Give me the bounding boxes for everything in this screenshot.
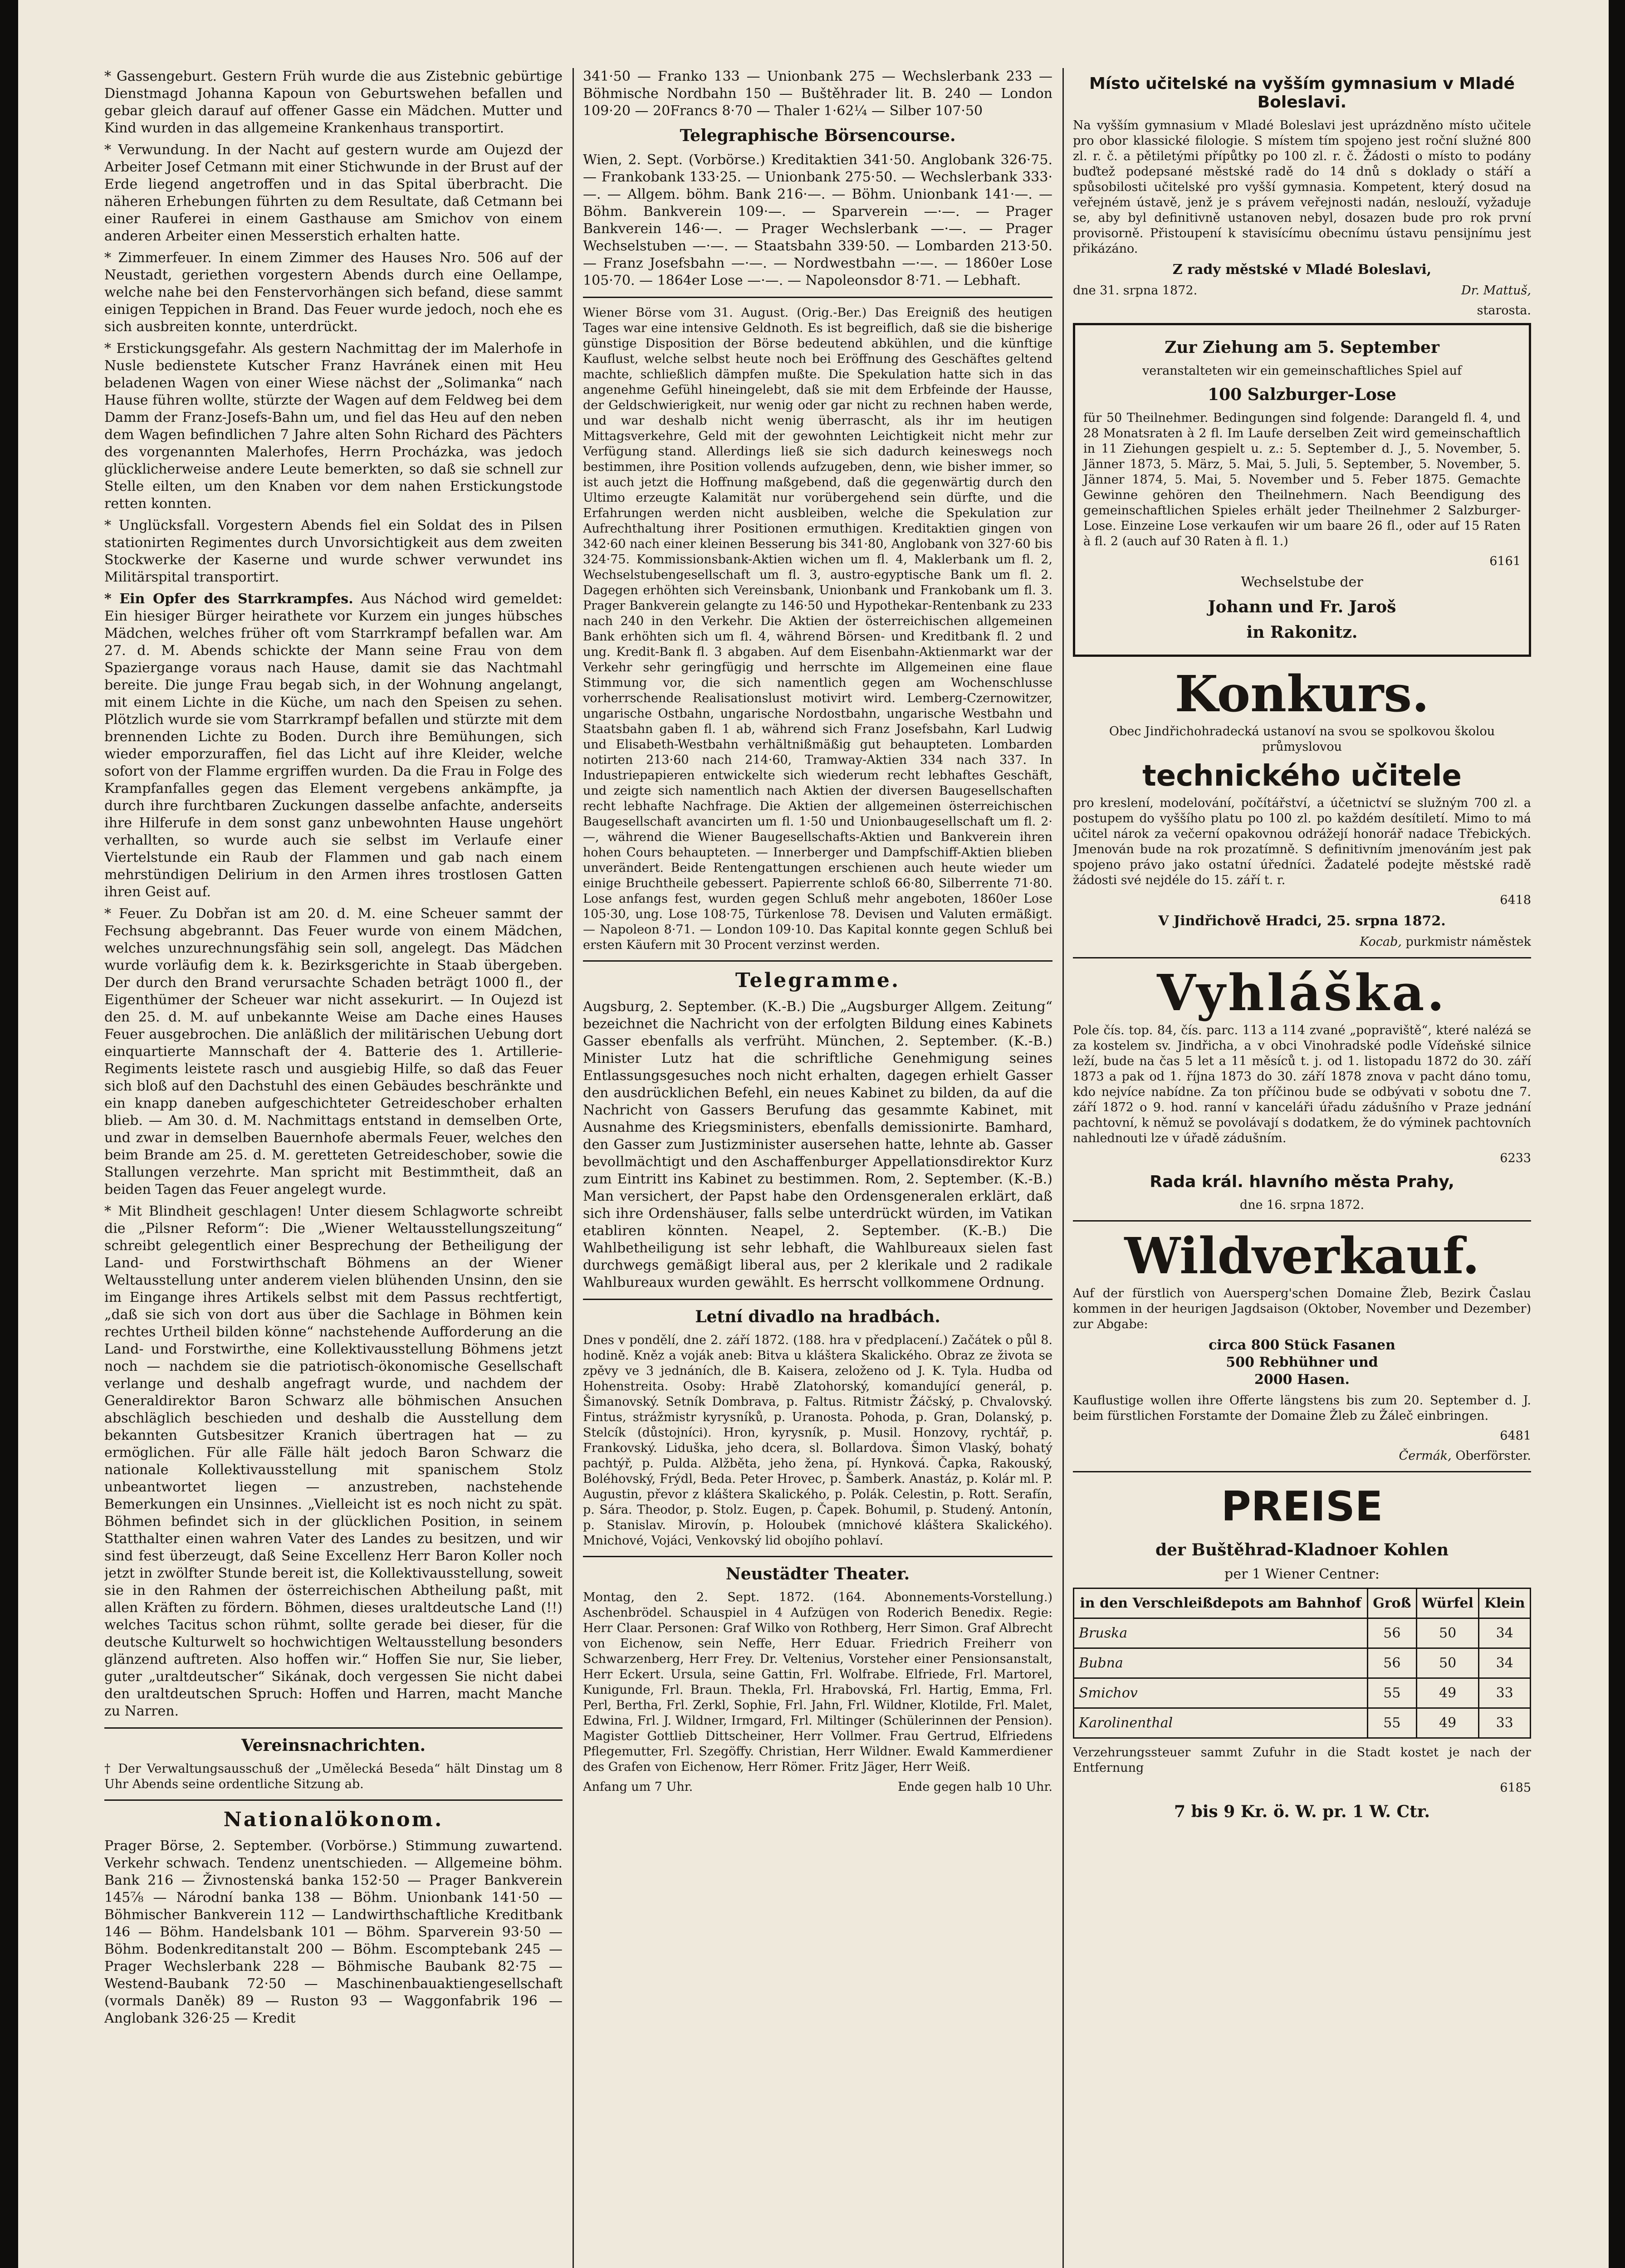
scan-edge-right: [1609, 0, 1625, 2268]
ad-firm: Johann und Fr. Jaroš: [1208, 597, 1396, 616]
ad-subtitle: der Buštěhrad-Kladnoer Kohlen: [1155, 1540, 1449, 1559]
ad-number: 6233: [1500, 1151, 1531, 1165]
ad-number: 6185: [1500, 1781, 1531, 1795]
ad-title: Konkurs.: [1175, 665, 1429, 723]
table-cell: 56: [1367, 1648, 1416, 1678]
news-paragraph: 341·50 — Franko 133 — Unionbank 275 — Wechslerbank 233 — Böhmische Nordbahn 150 — Buštěhrader lit. B. 240 — London 109·20 — 20Francs 8·70 — Thaler 1·62¼ — Silber 107·50: [583, 68, 1052, 119]
ad-title: Zur Ziehung am 5. September: [1165, 338, 1439, 357]
ad-signature: [1073, 283, 1531, 298]
news-paragraph: * Feuer. Zu Dobřan ist am 20. d. M. eine Scheuer sammt der Fechsung abgebrannt. Das Feuer wurde von einem Mädchen, welches unzurechnungsfähig sein soll, angelegt. Das Mädchen wurde vorläufig dem k. k. Bezirksgerichte in Staab übergeben. Der durch den Brand verursachte Schaden beträgt 1000 fl., der Eigenthümer der Scheuer war nicht assekurirt. — In Oujezd ist den 25. d. M. auf unbekannte Weise am Dache eines Hauses Feuer ausgebrochen. Die anläßlich der militärischen Uebung dort einquartierte Mannschaft der 4. Batterie des 1. Artillerie-Regiments leistete rasch und ausgiebig Hilfe, so daß das Feuer sich bloß auf den Dachstuhl des einen Gebäudes beschränkte und ein knapp daneben aufgeschichteter Getreideschober erhalten blieb. — Am 30. d. M. Nachmittags entstand in demselben Orte, und zwar in demselben Bauernhofe abermals Feuer, welches den beim Brande am 25. d. M. geretteten Getreideschober, sowie die Stallungen verzehrte. Man spricht mit Bestimmtheit, daß an beiden Tagen das Feuer angelegt wurde.: [104, 906, 563, 1198]
table-cell: 50: [1416, 1648, 1479, 1678]
ad-number: 6481: [1500, 1429, 1531, 1443]
column-3: [1073, 68, 1531, 2268]
table-cell: 33: [1479, 1708, 1531, 1738]
ad-number: 6418: [1500, 893, 1531, 907]
section-title: Telegramme.: [735, 969, 901, 992]
table-row: [1074, 1618, 1531, 1648]
ad-list: [1073, 1337, 1531, 1388]
ad-item: 500 Rebhühner und: [1226, 1354, 1378, 1370]
ad-signer: [1073, 934, 1531, 950]
section-title: Neustädter Theater.: [725, 1564, 910, 1584]
table-row: [1074, 1648, 1531, 1678]
theater-times: [583, 1779, 1052, 1795]
news-paragraph: * Unglücksfall. Vorgestern Abends fiel ein Soldat des in Pilsen stationirten Regimentes durch Unvorsichtigkeit aus dem zweiten Stockwerke der Kaserne und wurde schwer verwundet ins Militärspital transportirt.: [104, 518, 563, 585]
section-divider: [583, 1299, 1052, 1300]
table-row: [1074, 1708, 1531, 1738]
table-cell: Karolinenthal: [1074, 1708, 1368, 1738]
news-headline: * Ein Opfer des Starrkrampfes.: [104, 591, 353, 607]
ad-signer: [1073, 1448, 1531, 1464]
news-paragraph: * Mit Blindheit geschlagen! Unter diesem Schlagworte schreibt die „Pilsner Reform“: Die „Wiener Weltausstellungszeitung“ schreibt gelegentlich einer Besprechung der Betheiligung der Land- und Forstwirthschaft Böhmens an der Wiener Weltausstellung unter anderem vielen blühenden Unsinn, den sie im Eingange ihres Artikels selbst mit dem Passus rechtfertigt, „daß sie sich von dort aus über die Sachlage in Böhmen kein rechtes Urtheil bilden könne“ nachstehende Aufforderung an die Land- und Forstwirthe, eine Kollektivausstellung Böhmens jetzt noch — nachdem sie die patriotisch-ökonomische Gesellschaft verlange und deshalb angefragt wurde, und nachdem der Generaldirektor Baron Schwarz alle böhmischen Ansuchen abschläglich beschieden und deshalb die Ausstellung dem bekannten Gutsbesitzer Kranich übertragen hat — zu ermöglichen. Für alle Fälle hält jedoch Baron Schwarz die nationale Kollektivausstellung mit spanischem Stolz unbeantwortet liegen — anzustreben, nachstehende Bemerkungen ein Unsinnes. „Vielleicht ist es noch nicht zu spät. Böhmen befindet sich in der glücklichen Position, in seinem Statthalter einen wahren Vater des Landes zu besitzen, und wir sind fest überzeugt, daß Seine Excellenz Herr Baron Koller noch jetzt in zwölfter Stunde bereit ist, die Kollektivausstellung, soweit sie in den Rahmen der österreichischen Abtheilung paßt, mit allen Kräften zu fördern. Böhmen, dieses uraltdeutsche Land (!!) welches Tacitus schon rühmt, sollte gerade bei dieser, für die deutsche Kulturwelt so hochwichtigen Weltausstellung besonders glänzend auftreten. Also hoffen wir.“ Hoffen Sie nur, Sie lieber, guter „uraltdeutscher“ Sikának, doch vergessen Sie nicht dabei den uraltdeutschen Spruch: Hoffen und Harren, macht Manche zu Narren.: [104, 1203, 563, 1719]
news-paragraph: Dnes v pondělí, dne 2. září 1872. (188. hra v předplacení.) Začátek o půl 8. hodině. Kněz a voják aneb: Bitva u kláštera Skalického. Obraz ze života se zpěvy ve 3 jednáních, dle B. Kaisera, zeloženo od J. K. Tyla. Hudba od Hohenstreita. Osoby: Hrabě Zlatohorský, komandující generál, p. Šimanovský. Setník Dombrava, p. Faltus. Ritmistr Žáčský, p. Chvalovský. Fintus, strážmistr kyrysníků, p. Uranosta. Pohoda, p. Gran, Dolanský, p. Stelcík (důstojníci). Hron, kyrysník, p. Musil. Honzovy, rychtář, p. Frankovský. Liduška, jeho dcera, sl. Bollardova. Šimon Vlaský, bohatý pachtýř, p. Pulda. Alžběta, jeho žena, pí. Hynková. Čapka, Rakouský, Boléhovský, Frýdl, Beda. Peter Hrovec, p. Šamberk. Anastáz, p. Kolár ml. P. Augustin, převor z kláštera Skalického, p. Polák. Celestin, p. Rott. Serafín, p. Sára. Theodor, p. Stolz. Eugen, p. Čapek. Bohumil, p. Studený. Antonín, p. Stanislav. Mirovín, p. Holoubek (mnichové kláštera Skalického). Mnichové, Vojáci, Venkovský lid obojího pohlaví.: [583, 1333, 1052, 1548]
news-paragraph: * Zimmerfeuer. In einem Zimmer des Hauses Nro. 506 auf der Neustadt, geriethen vorgestern Abends durch eine Oellampe, welche nahe bei den Fenstervorhängen sich befand, diese sammt einigen Teppichen in Brand. Das Feuer wurde jedoch, noch ehe es sich ausbreiten konnte, unterdrückt.: [104, 250, 563, 335]
table-header: Klein: [1479, 1589, 1531, 1618]
ad-text: Obec Jindřichohradecká ustanoví na svou se spolkovou školou průmyslovou: [1109, 724, 1495, 754]
ad-date: dne 31. srpna 1872.: [1073, 284, 1198, 298]
section-title: Vereinsnachrichten.: [241, 1736, 426, 1755]
news-paragraph: † Der Verwaltungsausschuß der „Umělecká Beseda“ hält Dinstag um 8 Uhr Abends seine ordentliche Sitzung ab.: [104, 1762, 563, 1791]
table-header: Groß: [1367, 1589, 1416, 1618]
ad-signer-role: Oberförster.: [1455, 1449, 1531, 1463]
ad-subtitle: veranstalteten wir ein gemeinschaftliches Spiel auf: [1142, 364, 1462, 378]
column-rule: [573, 68, 574, 2268]
table-header: in den Verschleißdepots am Bahnhof: [1074, 1589, 1368, 1618]
ad-price-line: 7 bis 9 Kr. ö. W. pr. 1 W. Ctr.: [1174, 1802, 1430, 1821]
column-2: [583, 68, 1052, 2268]
ad-title: PREISE: [1221, 1483, 1383, 1530]
ad-text: Auf der fürstlich von Auersperg'schen Domaine Žleb, Bezirk Časlau kommen in der heurigen Jagdsaison (Oktober, November und Dezember) zur Abgabe:: [1073, 1286, 1531, 1331]
ad-item: 800 Stück Fasanen: [1251, 1337, 1395, 1353]
ad-signature: Z rady městské v Mladé Boleslavi,: [1172, 262, 1432, 278]
table-cell: 49: [1416, 1678, 1479, 1708]
table-cell: Bubna: [1074, 1648, 1368, 1678]
ad-text: Kauflustige wollen ihre Offerte längstens bis zum 20. September d. J. beim fürstlichen Forstamte der Domaine Žleb zu Žáleč einbringen.: [1073, 1393, 1531, 1423]
ad-text: für 50 Theilnehmer. Bedingungen sind folgende: Darangeld fl. 4, und 28 Monatsraten à 2 fl. Im Laufe derselben Zeit wird gemeinschaftlich in 11 Ziehungen gespielt u. z.: 5. September d. J., 5. November, 5. Jänner 1873, 5. März, 5. Mai, 5. Juli, 5. September, 5. November, 5. Jänner 1874, 5. Mai, 5. November und 5. Feber 1875. Gemachte Gewinne gehören den Theilnehmern. Nach Beendigung des gemeinschaftlichen Spieles erhält jeder Theilnehmer 2 Salzburger-Lose. Einzeine Lose verkaufen wir um baare 26 fl., oder auf 15 Raten à fl. 2 (auch auf 30 Raten à fl. 1.): [1083, 411, 1521, 548]
section-divider: [104, 1727, 563, 1729]
table-header-row: [1074, 1589, 1531, 1618]
section-divider: [104, 1799, 563, 1801]
ad-signer: Dr. Mattuš,: [1461, 284, 1531, 298]
news-paragraph: Montag, den 2. Sept. 1872. (164. Abonnements-Vorstellung.) Aschenbrödel. Schauspiel in 4 Aufzügen von Roderich Benedix. Regie: Herr Claar. Personen: Graf Wilko von Rothberg, Herr Simon. Graf Albrecht von Eichenow, sein Neffe, Herr Eduar. Friedrich Freiherr von Schwarzenberg, Herr Frey. Dr. Veltenius, Vorsteher einer Pensionsanstalt, Herr Eckert. Ursula, seine Gattin, Frl. Wolfrabe. Elfriede, Frl. Martorel, Kunigunde, Frl. Braun. Thekla, Frl. Hrabovská, Frl. Hartig, Emma, Frl. Perl, Bertha, Frl. Zerkl, Sophie, Frl. Jahn, Frl. Wildner, Klotilde, Frl. Malet, Edwina, Frl. J. Wildner, Irmgard, Frl. Miltinger (Schülerinnen der Pension). Magister Gottlieb Dittscheiner, Herr Vollmer. Frau Gertrud, Elfriedens Pflegemutter, Frl. Szegöffy. Christian, Herr Wildner. Ewald Kammerdiener des Grafen von Eichenow, Herr Römer. Fritz Jäger, Herr Weiß.: [583, 1590, 1052, 1774]
ad-title: Vyhláška.: [1157, 963, 1447, 1022]
ad-signature: Rada král. hlavního města Prahy,: [1150, 1173, 1454, 1191]
table-cell: 33: [1479, 1678, 1531, 1708]
section-divider: [583, 1556, 1052, 1557]
table-cell: 55: [1367, 1678, 1416, 1708]
section-title: Telegraphische Börsencourse.: [680, 126, 956, 145]
table-header: Würfel: [1416, 1589, 1479, 1618]
news-text: Aus Náchod wird gemeldet: Ein hiesiger Bürger heirathete vor Kurzem ein junges hübsches Mädchen, welches früher oft vom Starrkrampf befallen war. Am 27. d. M. Abends schickte der Mann seine Frau von dem Spaziergange voraus nach Hause, damit sie das Nachtmahl bereite. Die junge Frau begab sich, in der Wohnung angelangt, mit einem Lichte in die Küche, um nach den Speisen zu sehen. Plötzlich wurde sie vom Starrkrampf befallen und stürzte mit dem brennenden Lichte zu Boden. Durch ihre Bemühungen, sich wieder emporzuraffen, fiel das Licht auf ihre Kleider, welche sofort von der Flamme ergriffen wurden. Da die Frau in Folge des Krampfanfalles gegen das Element vergebens ankämpfte, ja durch ihre furchtbaren Zuckungen dasselbe anfachte, anderseits ihre Hilferufe in dem sonst ganz unbewohnten Hause ungehört verhallten, so wurde auch sie selbst im Verlaufe einer Viertelstunde ein Raub der Flammen und gab nach einem mehrstündigen Delirium in den Armen ihres trostlosen Gatten ihren Geist auf.: [104, 591, 563, 900]
ad-text: pro kreslení, modelování, počítářství, a účetnictví se služným 700 zl. a postupem do vyššího platu po 100 zl. po každém desítiletí. Mimo to má učitel nárok za večerní opakovnou odrážejí honorář nadace Třebických. Jmenován bude na rok prozatímně. S definitivním jmenováním jest pak spojeno právo jako ostatní úředníci. Žadatelé podejte městské radě žádosti své nejdéle do 15. září t. r.: [1073, 796, 1531, 887]
news-paragraph: [104, 591, 563, 901]
ad-signer-name: Čermák,: [1399, 1449, 1452, 1463]
table-cell: Smichov: [1074, 1678, 1368, 1708]
news-paragraph: * Erstickungsgefahr. Als gestern Nachmittag der im Malerhofe in Nusle bedienstete Kutscher Franz Havránek einen mit Heu beladenen Wagen von einer Wiese nächst der „Solimanka“ nach Hause führen wollte, stürzte der Wagen auf dem Feldweg bei dem Damm der Franz-Josefs-Bahn um, und fiel das Heu auf den neben dem Wagen befindlichen 7 Jahre alten Sohn Richard des Pächters des vorgenannten Malerhofes, Herrn Procházka, was jedoch glücklicherweise andere Leute bemerkten, so daß sie schnell zur Stelle eilten, um den Knaben vor dem nahen Erstickungstode retten konnten.: [104, 341, 563, 512]
ad-signature: V Jindřichově Hradci, 25. srpna 1872.: [1158, 913, 1446, 929]
ad-signer-name: Kocab,: [1360, 935, 1402, 949]
ad-text: per 1 Wiener Centner:: [1224, 1566, 1380, 1582]
ad-text: Wechselstube der: [1241, 574, 1363, 590]
ad-text: Pole čís. top. 84, čís. parc. 113 a 114 zvané „popraviště“, které nalézá se za kostelem sv. Jindřicha, a v obci Vinohradské podle Vídeňské silnice leží, bude na čas 5 let a 11 měsíců t. j. od 1. listopadu 1872 do 30. září 1873 a pak od 1. října 1873 do 30. září 1878 znova v pacht dáno tomu, kdo nejvíce nabídne. Za ton příčinou bude se odbývati v sobotu dne 7. září 1872 o 9. hod. ranní v kanceláři úřadu zádušního v Praze jednání pachtovní, k němuž se povolávají s dodatkem, že do výminek pachtovních nahlednouti lze v úřadě zádušním.: [1073, 1023, 1531, 1145]
table-cell: 56: [1367, 1618, 1416, 1648]
ad-circa: circa: [1209, 1337, 1247, 1353]
column-rule: [1062, 68, 1064, 2268]
ad-place: in Rakonitz.: [1246, 623, 1358, 642]
news-paragraph: Wiener Börse vom 31. August. (Orig.-Ber.) Das Ereigniß des heutigen Tages war eine intensive Geldnoth. Es ist begreiflich, daß sie die bisherige günstige Disposition der Börse bedeutend abkühlen, und die künftige Kauflust, welche selbst heute noch bei Eröffnung des Geschäftes geltend machte, schließlich dämpfen mußte. Die Spekulation hatte sich in das angenehme Gefühl hineingelebt, daß sie mit dem Erbfeinde der Hausse, der Geldschwierigkeit, nur wenig oder gar nicht zu rechnen haben werde, und war deshalb nicht wenig überrascht, als ihr im heutigen Mittagsverkehre, Geld mit der gewohnten Leichtigkeit nicht mehr zur Verfügung stand. Allerdings ließ sie sich dadurch keineswegs noch bestimmen, ihre Position vollends aufzugeben, denn, wie bisher immer, so ist auch jetzt die Hoffnung maßgebend, daß die gegenwärtig durch den Ultimo erzeugte Kalamität nur vorübergehend sein dürfte, und die Erfahrungen werden nicht ausbleiben, welche die Spekulation zur Aufrechthaltung ihrer Positionen ermuthigen. Kreditaktien gingen von 342·60 nach einer kleinen Besserung bis 341·80, Anglobank von 327·60 bis 324·75. Kommissionsbank-Aktien wichen um fl. 4, Maklerbank um fl. 2, Wechselstubengesellschaft um fl. 3, austro-egyptische Bank um fl. 2. Dagegen erhöhten sich Vereinsbank, Unionbank und Frankobank um fl. 3. Prager Bankverein gelangte zu 146·50 und Hypothekar-Rentenbank zu 233 nach 240 in den Verkehr. Die Aktien der österreichischen allgemeinen Bank erhöhten sich um fl. 4, während Börsen- und Kreditbank fl. 2 und ung. Kredit-Bank fl. 3 abgaben. Auf dem Eisenbahn-Aktienmarkt war der Verkehr sehr geringfügig und herrschte im Allgemeinen eine flaue Stimmung vor, die sich namentlich gegen am Wochenschlusse vorherrschende Realisationslust motivirt wird. Lemberg-Czernowitzer, ungarische Ostbahn, ungarische Nordostbahn, ungarische Westbahn und Staatsbahn gaben fl. 1 ab, während sich Franz Josefsbahn, Karl Ludwig und Elisabeth-Westbahn verhältnißmäßig gut behaupteten. Lombarden notirten 213·60 nach 214·60, Tramway-Aktien 334 nach 337. In Industriepapieren entwickelte sich wiederum recht lebhaftes Geschäft, und zeigte sich namentlich nach Aktien der diversen Baugesellschaften recht lebhafte Nachfrage. Die Aktien der allgemeinen österreichischen Baugesellschaft avancirten um fl. 1·50 und Unionbaugesellschaft um fl. 2·—, während die Wiener Baugesellschafts-Aktien und Bankverein ihren hohen Cours behaupteten. — Innerberger und Dampfschiff-Aktien blieben unverändert. Beide Rentengattungen erschienen auch heute wieder um einige Bruchtheile gebessert. Papierrente schloß 66·80, Silberrente 71·80. Lose anfangs fest, wurden gegen Schluß mehr angeboten, 1860er Lose 105·30, ung. Lose 108·75, Türkenlose 78. Devisen und Valuten ermäßigt. — Napoleon 8·71. — London 109·10. Das Kapital konnte gegen Schluß bei ersten Käufern mit 30 Procent verzinst werden.: [583, 306, 1052, 952]
table-cell: 50: [1416, 1618, 1479, 1648]
news-paragraph: Augsburg, 2. September. (K.-B.) Die „Augsburger Allgem. Zeitung“ bezeichnet die Nachricht von der erfolgten Bildung eines Kabinets Gasser ebenfalls als verfrüht. München, 2. September. (K.-B.) Minister Lutz hat die schriftliche Genehmigung seines Entlassungsgesuches noch nicht erhalten, dagegen erhielt Gasser den ausdrücklichen Befehl, ein neues Kabinet zu bilden, da auf die Nachricht von Gassers Berufung das gesammte Kabinet, mit Ausnahme des Kriegsministers, ebenfalls demissionirte. Bamhard, den Gasser zum Justizminister ausersehen hatte, lehnte ab. Gasser bevollmächtigt und den Aschaffenburger Appellationsdirektor Kurz zum Eintritt ins Kabinet zu bestimmen. Rom, 2. September. (K.-B.) Man versichert, der Papst habe den Ordensgeneralen erklärt, daß sich ihre Ordenshäuser, falls selbe unterdrückt würden, im Vatikan etabliren könnten. Neapel, 2. September. (K.-B.) Die Wahlbetheiligung ist sehr lebhaft, die Wahlbureaux sielen fast durchwegs gemäßigt liberal aus, per 2 klerikale und 2 radikale Wahlbureaux wurden gewählt. Es herrscht vollkommene Ordnung.: [583, 999, 1052, 1290]
ad-title: Wildverkauf.: [1124, 1227, 1480, 1285]
table-cell: 49: [1416, 1708, 1479, 1738]
table-cell: Bruska: [1074, 1618, 1368, 1648]
news-paragraph: * Gassengeburt. Gestern Früh wurde die aus Zistebnic gebürtige Dienstmagd Johanna Kapoun von Geburtswehen befallen und gebar gleich darauf auf offener Gasse ein Mädchen. Mutter und Kind wurden in das allgemeine Krankenhaus transportirt.: [104, 68, 563, 136]
ad-date: dne 16. srpna 1872.: [1239, 1198, 1365, 1212]
lottery-ad-box: [1073, 323, 1531, 657]
ad-headline: technického učitele: [1142, 759, 1462, 793]
ad-signer-role: purkmistr náměstek: [1405, 935, 1531, 949]
section-title: Nationalökonom.: [223, 1808, 444, 1831]
start-time: Anfang um 7 Uhr.: [583, 1780, 693, 1794]
news-paragraph: * Verwundung. In der Nacht auf gestern wurde am Oujezd der Arbeiter Josef Cetmann mit einer Stichwunde in der Brust auf der Erde liegend angetroffen und in das Spital überbracht. Die näheren Erhebungen führten zu dem Resultate, daß Cetmann bei einer Rauferei in einem Gasthause am Smichov von einem anderen Arbeiter einen Messerstich erhalten hatte.: [104, 142, 563, 244]
section-divider: [1073, 1471, 1531, 1472]
column-1: [104, 68, 563, 2268]
scan-edge-left: [0, 0, 18, 2268]
price-table: [1073, 1588, 1531, 1739]
section-divider: [1073, 957, 1531, 958]
section-divider: [583, 297, 1052, 298]
section-title: Letní divadlo na hradbách.: [695, 1307, 940, 1326]
news-paragraph: Prager Börse, 2. September. (Vorbörse.) Stimmung zuwartend. Verkehr schwach. Tendenz unentschieden. — Allgemeine böhm. Bank 216 — Živnostenská banka 152·50 — Prager Bankverein 145⅞ — Národní banka 138 — Böhm. Unionbank 141·50 — Böhmischer Bankverein 112 — Landwirthschaftliche Kreditbank 146 — Böhm. Handelsbank 101 — Böhm. Sparverein 93·50 — Böhm. Bodenkreditanstalt 200 — Böhm. Escomptebank 245 — Prager Wechslerbank 228 — Böhmische Baubank 82·75 — Westend-Baubank 72·50 — Maschinenbauaktiengesellschaft (vormals Daněk) 89 — Ruston 93 — Waggonfabrik 196 — Anglobank 326·25 — Kredit: [104, 1838, 563, 2026]
ad-text: Verzehrungssteuer sammt Zufuhr in die Stadt kostet je nach der Entfernung: [1073, 1745, 1531, 1775]
end-time: Ende gegen halb 10 Uhr.: [897, 1780, 1052, 1794]
ad-signer-role: starosta.: [1477, 303, 1531, 318]
news-paragraph: Wien, 2. Sept. (Vorbörse.) Kreditaktien 341·50. Anglobank 326·75. — Frankobank 133·25. — Unionbank 275·50. — Wechslerbank 333·—. — Allgem. böhm. Bank 216·—. — Böhm. Unionbank 141·—. — Böhm. Bankverein 109·—. — Sparverein —·—. — Prager Bankverein 146·—. — Prager Wechslerbank —·—. — Prager Wechselstuben —·—. — Staatsbahn 339·50. — Lombarden 213·50. — Franz Josefsbahn —·—. — Nordwestbahn —·—. — 1860er Lose 105·70. — 1864er Lose —·—. — Napoleonsdor 8·71. — Lebhaft.: [583, 152, 1052, 288]
ad-item: 2000 Hasen.: [1254, 1372, 1350, 1388]
ad-text: Na vyšším gymnasium v Mladé Boleslavi jest uprázdněno místo učitele pro obor klassické filologie. S místem tím spojeno jest roční služné 800 zl. r. č. a pětiletými přípůtky po 100 zl. r. č. Žádosti o místo to podány buďtež podepsané městské radě do 14 dnů s doklady o stáří a spůsobilosti učitelské pro vyšší gymnasia. Kompetent, který dosud na veřejném ústavě, jenž je s právem veřejnosti nadán, neslouží, vyžaduje se, aby byl definitivně ustanoven nebyl, dosazen bude pro rok první provisorně. Přistoupení k stavisícímu obecnímu ústavu pensijnímu jest přikázáno.: [1073, 118, 1531, 256]
table-cell: 34: [1479, 1618, 1531, 1648]
ad-number: 6161: [1489, 554, 1521, 568]
ad-headline: 100 Salzburger-Lose: [1208, 385, 1396, 404]
ad-title: Místo učitelské na vyšším gymnasium v Mladé Boleslavi.: [1089, 74, 1515, 112]
section-divider: [1073, 1220, 1531, 1222]
table-row: [1074, 1678, 1531, 1708]
section-divider: [583, 960, 1052, 962]
table-cell: 55: [1367, 1708, 1416, 1738]
table-cell: 34: [1479, 1648, 1531, 1678]
